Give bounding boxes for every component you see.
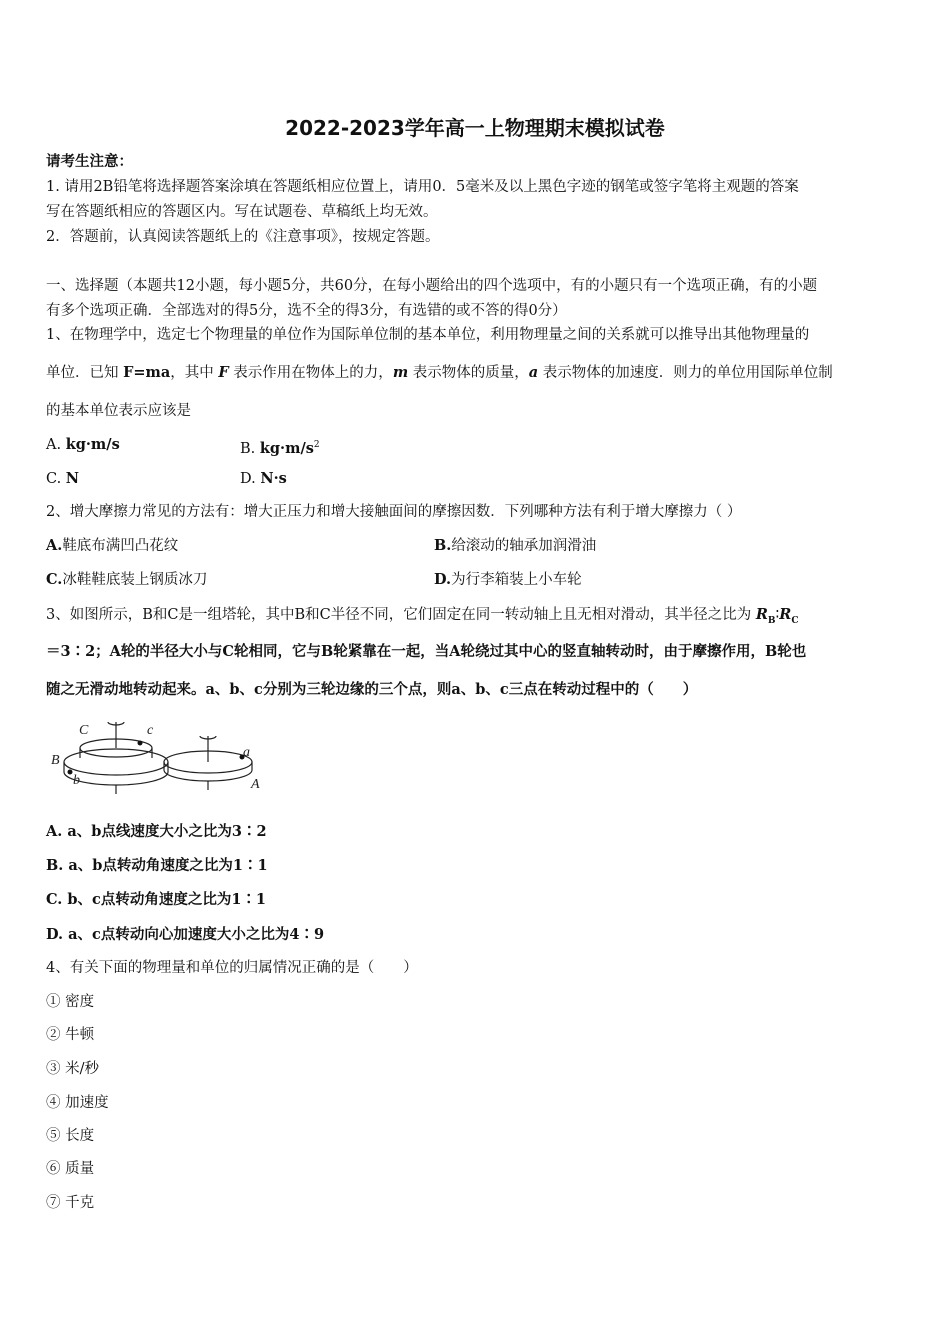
q3-option-d: D. a、c点转动向心加速度大小之比为4∶9 — [46, 926, 325, 943]
page-title: 2022-2023学年高一上物理期末模拟试卷 — [285, 116, 665, 140]
label-A: A — [251, 777, 260, 792]
q2-option-d: D.为行李箱装上小车轮 — [434, 571, 582, 588]
tower-wheel-figure — [46, 712, 266, 802]
notice-item-1: 1. 请用2B铅笔将选择题答案涂填在答题纸相应位置上，请用0．5毫米及以上黑色字迹的钢笔或签字笔将主观题的答案 — [46, 179, 799, 195]
notice-heading: 请考生注意： — [46, 153, 133, 170]
q3-stem-line2: ＝3∶2；A轮的半径大小与C轮相同，它与B轮紧靠在一起，当A轮绕过其中心的竖直轴转动时，由于摩擦作用，B轮也 — [46, 643, 807, 660]
point-c — [138, 741, 143, 746]
notice-item-2: 2．答题前，认真阅读答题纸上的《注意事项》，按规定答题。 — [46, 229, 440, 245]
q2-option-b: B.给滚动的轴承加润滑油 — [434, 537, 597, 554]
q3-option-b: B. a、b点转动角速度之比为1∶1 — [46, 857, 268, 874]
q4-item: ① 密度 — [46, 994, 95, 1010]
q1-option-a: A. kg·m/s — [46, 436, 120, 453]
q4-item: ⑦ 千克 — [46, 1195, 95, 1211]
label-a: a — [243, 745, 250, 760]
q4-stem: 4、有关下面的物理量和单位的归属情况正确的是（ ） — [46, 960, 418, 976]
notice-item-1-cont: 写在答题纸相应的答题区内。写在试题卷、草稿纸上均无效。 — [46, 204, 438, 220]
q2-stem: 2、增大摩擦力常见的方法有：增大正压力和增大接触面间的摩擦因数．下列哪种方法有利于增大摩擦力（ ） — [46, 504, 742, 520]
q4-item: ⑥ 质量 — [46, 1161, 95, 1177]
q4-item: ③ 米/秒 — [46, 1061, 99, 1077]
section-heading-cont: 有多个选项正确．全部选对的得5分，选不全的得3分，有选错的或不答的得0分） — [46, 303, 567, 319]
q1-option-d: D. N·s — [240, 470, 287, 487]
q4-item: ② 牛顿 — [46, 1027, 95, 1043]
q1-stem-line3: 的基本单位表示应该是 — [46, 403, 191, 419]
q4-item: ⑤ 长度 — [46, 1128, 95, 1144]
q1-stem-line1: 1、在物理学中，选定七个物理量的单位作为国际单位制的基本单位，利用物理量之间的关系就可以推导出其他物理量的 — [46, 327, 810, 343]
q3-option-c: C. b、c点转动角速度之比为1∶1 — [46, 891, 267, 908]
q3-stem-line1: 3、如图所示，B和C是一组塔轮，其中B和C半径不同，它们固定在同一转动轴上且无相对滑动，其半径之比为 $R_B∶R_C$ — [46, 606, 799, 626]
q4-item: ④ 加速度 — [46, 1095, 109, 1111]
section-heading: 一、选择题（本题共12小题，每小题5分，共60分，在每小题给出的四个选项中，有的小题只有一个选项正确，有的小题 — [46, 278, 818, 294]
q3-option-a: A. a、b点线速度大小之比为3∶2 — [46, 823, 267, 840]
q2-option-c: C.冰鞋鞋底装上钢质冰刀 — [46, 571, 208, 588]
label-c: c — [147, 723, 154, 738]
q3-stem-line3: 随之无滑动地转动起来。a、b、c分别为三轮边缘的三个点，则a、b、c三点在转动过程中的（ ） — [46, 681, 698, 698]
q1-stem-line2: 单位．已知 F=ma，其中 F 表示作用在物体上的力，m 表示物体的质量，a 表示物体的加速度．则力的单位用国际单位制 — [46, 364, 833, 381]
label-B: B — [51, 753, 60, 768]
q1-option-c: C. N — [46, 470, 80, 487]
q1-option-b: B. $kg\cdot m/s^2$ — [240, 439, 320, 457]
label-b: b — [73, 773, 80, 788]
q2-option-a: A.鞋底布满凹凸花纹 — [46, 537, 179, 554]
point-b — [68, 770, 73, 775]
label-C: C — [79, 723, 89, 738]
wheel-a-side — [164, 762, 252, 781]
